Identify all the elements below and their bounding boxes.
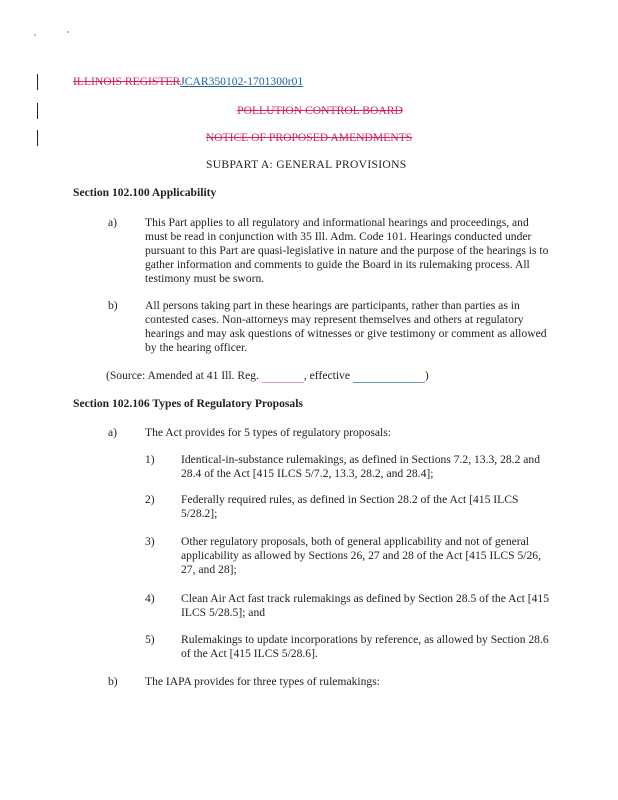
paragraph-b: All persons taking part in these hearings are participants, rather than parties as in contested cases. Non-attorneys may represent themselves and others at regulatory hearings and may ask questions of witnesses or give testimony or comment as allowed by the hearing officer.	[145, 299, 547, 354]
change-bar	[37, 130, 38, 146]
item-label: b)	[108, 675, 118, 688]
item-label: 2)	[145, 493, 155, 506]
source-suffix: )	[424, 369, 429, 382]
item-label: 3)	[145, 535, 155, 548]
effective-date-blank[interactable]	[353, 369, 425, 383]
scan-speck	[67, 31, 69, 33]
paragraph-b: The IAPA provides for three types of rulemakings:	[145, 675, 380, 688]
source-effective: , effective	[303, 369, 350, 382]
jcar-code-link[interactable]: JCAR350102-1701300r01	[180, 75, 304, 88]
subitem-5: Rulemakings to update incorporations by reference, as allowed by Section 28.6 of the Act [415 ILCS 5/28.6].	[181, 633, 549, 660]
section-heading-102-100: Section 102.100 Applicability	[73, 186, 217, 199]
subitem-2: Federally required rules, as defined in Section 28.2 of the Act [415 ILCS 5/28.2];	[181, 493, 519, 520]
item-label: 4)	[145, 592, 155, 605]
section-heading-102-106: Section 102.106 Types of Regulatory Proposals	[73, 397, 303, 410]
deleted-notice-heading: NOTICE OF PROPOSED AMENDMENTS	[205, 131, 413, 144]
register-volume-blank[interactable]	[262, 369, 304, 383]
item-label: a)	[108, 216, 118, 229]
running-header	[73, 75, 303, 88]
source-prefix: (Source: Amended at 41 Ill. Reg.	[106, 369, 259, 382]
item-label: b)	[108, 299, 118, 312]
paragraph-a: The Act provides for 5 types of regulatory proposals:	[145, 426, 391, 439]
source-note	[106, 369, 429, 383]
subitem-1: Identical-in-substance rulemakings, as defined in Sections 7.2, 13.3, 28.2 and 28.4 of the Act [415 ILCS 5/7.2, 13.3, 28.2, and 28.4];	[181, 453, 540, 480]
paragraph-a: This Part applies to all regulatory and informational hearings and proceedings, and must be read in conjunction with 35 Ill. Adm. Code 101. Hearings conducted under pursuant to this Part are quasi-legislative in nature and the purpose of the hearings is to gather information and comments to guide the Board in its rulemaking process. All testimony must be sworn.	[145, 216, 549, 285]
scan-speck	[34, 34, 36, 36]
item-label: 5)	[145, 633, 155, 646]
change-bar	[37, 74, 38, 90]
subitem-4: Clean Air Act fast track rulemakings as defined by Section 28.5 of the Act [415 ILCS 5/28.5]; and	[181, 592, 550, 619]
subpart-title: SUBPART A: GENERAL PROVISIONS	[206, 158, 407, 171]
subitem-3: Other regulatory proposals, both of general applicability and not of general applicability as allowed by Sections 26, 27 and 28 of the Act [415 ILCS 5/26, 27, and 28];	[181, 535, 541, 576]
deleted-register-text: ILLINOIS REGISTER	[73, 75, 181, 88]
item-label: 1)	[145, 453, 155, 466]
change-bar	[37, 103, 38, 119]
item-label: a)	[108, 426, 118, 439]
deleted-agency-heading: POLLUTION CONTROL BOARD	[237, 104, 403, 117]
